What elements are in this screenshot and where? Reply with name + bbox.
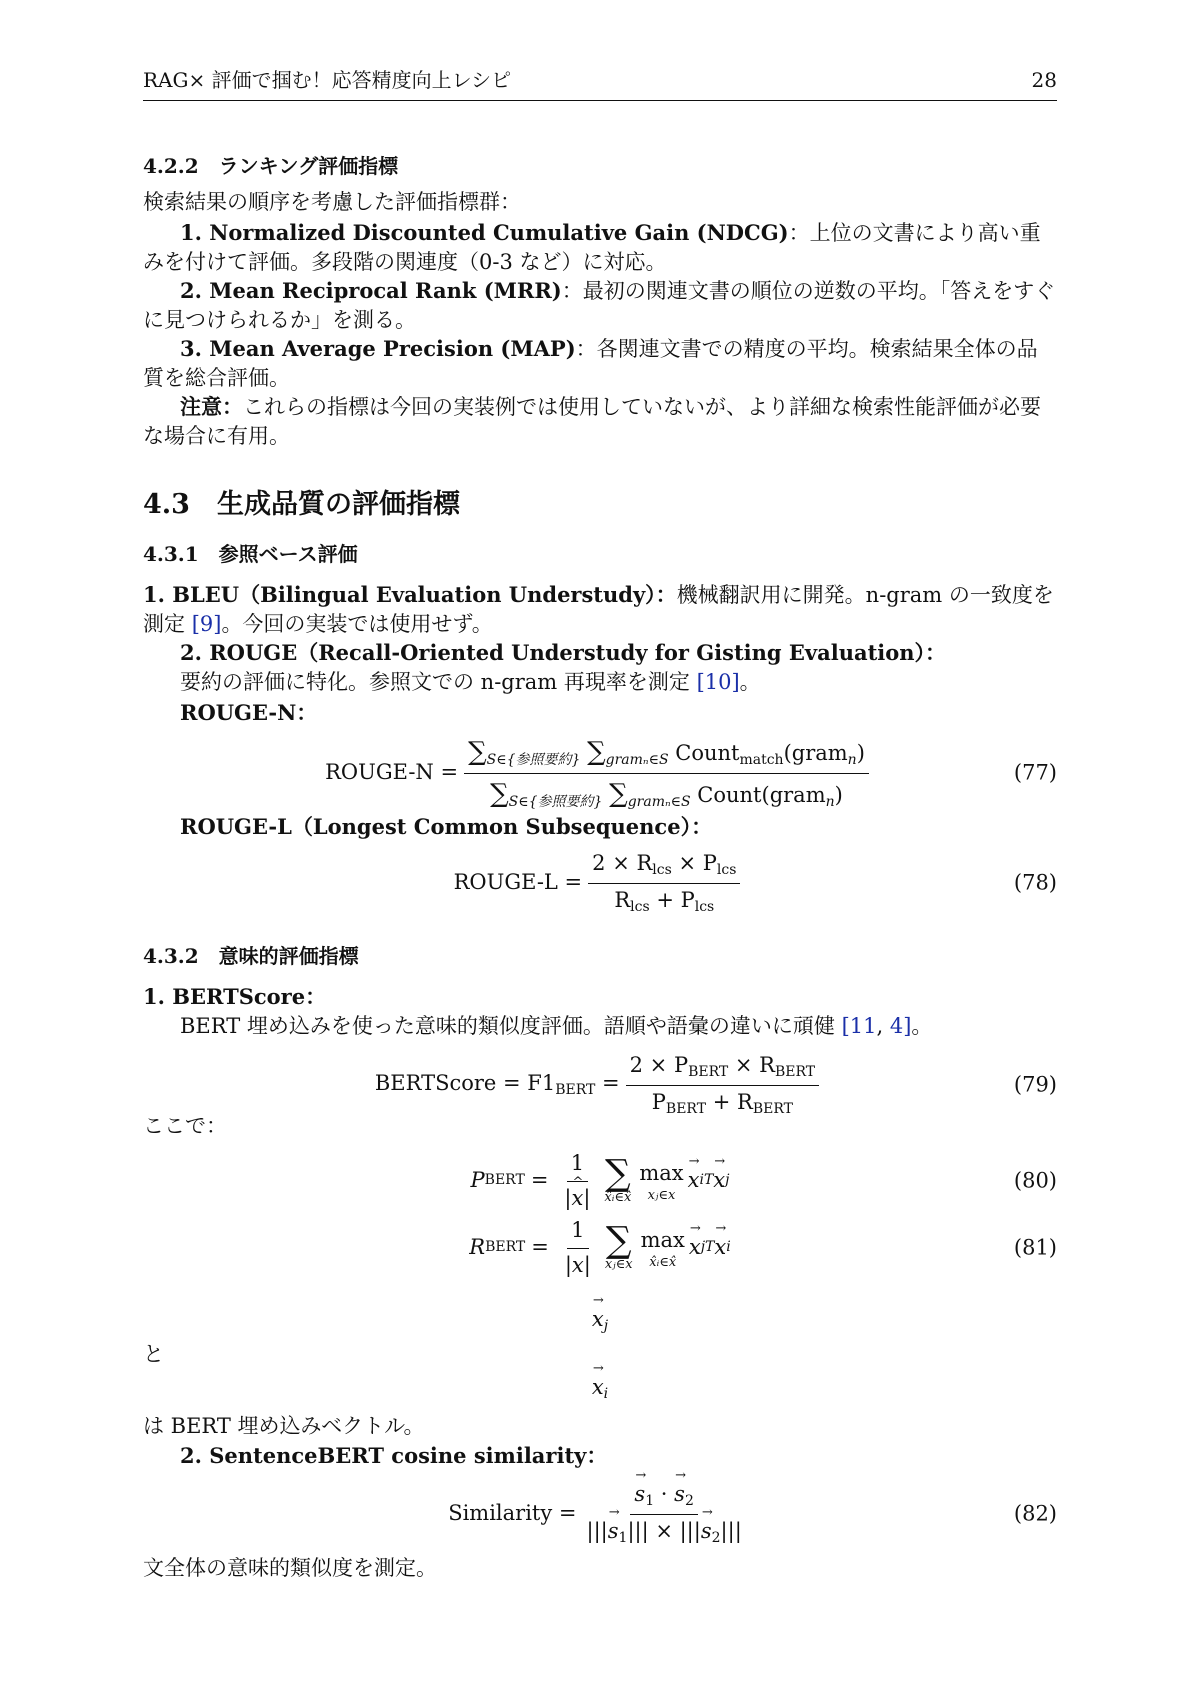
eq80-j-sub: j (725, 1172, 730, 1189)
eq79-fraction (626, 1051, 819, 1119)
eq82-s1-sub: 1 (645, 1492, 655, 1509)
eq82-fraction (583, 1480, 746, 1548)
equation-number-78: (78) (1013, 870, 1057, 895)
bleu-paragraph (143, 580, 1057, 639)
equation-82 (143, 1478, 1057, 1550)
eq79-num-b: × R (728, 1052, 775, 1077)
eq77-den-count: Count(gram (697, 782, 826, 807)
eq81-max (641, 1226, 685, 1269)
eq80-lhs-sub: BERT (484, 1172, 525, 1189)
equation-77 (143, 733, 1057, 813)
running-title: RAG× 評価で掴む！応答精度向上レシピ (143, 68, 512, 92)
bleu-desc-b: 。今回の実装では使用せず。 (221, 612, 493, 636)
citation-11[interactable]: [11 (841, 1014, 877, 1038)
eq80-lhs-p: P (470, 1168, 485, 1193)
section-heading-4-2-2: 4.2.2 ランキング評価指標 (143, 154, 399, 178)
eq79-lhs-text: BERTScore = F1 (374, 1071, 556, 1096)
eq79-den-sub2: BERT (752, 1100, 793, 1117)
eq79-den-sub1: BERT (665, 1100, 707, 1117)
eq79-num-a: 2 × P (629, 1052, 689, 1077)
eq82-norm-mid: ||| × ||| (627, 1518, 701, 1543)
eq79-num-sub1: BERT (688, 1063, 729, 1080)
eq82-den-s1-sub: 1 (618, 1529, 628, 1546)
equation-number-81: (81) (1013, 1235, 1057, 1260)
list-item-mrr (143, 276, 1057, 335)
eq80-max-limit: xⱼ∈x (647, 1187, 676, 1203)
mrr-desc: ：最初の関連文書の順位の逆数の平均。「答えをすぐに見つけられるか」を測る。 (143, 279, 1056, 332)
eq77-match-sub: match (739, 751, 784, 768)
eq81-den: |x| (564, 1252, 591, 1277)
eq80-fraction (560, 1149, 594, 1213)
eq77-numerator: $\sum_{S\in\{参照要約\}}$ $\sum_{gram_n\in S}$ Count$_{match}$(gram$_n$) (464, 734, 869, 774)
eq81-x: x (571, 1252, 584, 1277)
eq81-one: 1 (567, 1216, 588, 1248)
map-term: 3. Mean Average Precision (MAP) (180, 336, 576, 361)
eq77-fraction (464, 734, 869, 812)
sentencebert-term: 2. SentenceBERT cosine similarity： (180, 1443, 608, 1468)
rouge-term: 2. ROUGE（Recall-Oriented Understudy for Gisting Evaluation）： (180, 640, 947, 665)
eq79-numerator (626, 1051, 819, 1086)
bertscore-term: 1. BERTScore： (143, 984, 327, 1009)
eq80-max (639, 1159, 683, 1202)
eq80-equals: = (530, 1168, 549, 1193)
eq81-xhat-i: → x (714, 1233, 726, 1262)
eq79-lhs (375, 1069, 620, 1101)
eq82-den-s1: → s (608, 1517, 619, 1546)
list-item-ndcg (143, 218, 1057, 277)
page-number: 28 (1031, 68, 1057, 92)
equation-80 (143, 1143, 1057, 1219)
eq81-sum: ∑ xⱼ∈x (604, 1220, 633, 1272)
rouge-n-label (143, 698, 1094, 728)
eq77-close: ) (856, 740, 865, 765)
eq81-max-text: max (640, 1228, 685, 1253)
eq78-fraction (588, 849, 740, 917)
eq82-numerator (630, 1480, 697, 1515)
equation-number-80: (80) (1013, 1168, 1057, 1193)
equation-79 (143, 1050, 1057, 1120)
eq78-num-b: × P (671, 850, 717, 875)
eq81-j-sub: j (700, 1239, 706, 1256)
eq79-den-p: P (651, 1089, 666, 1114)
eq77-count: Count (675, 740, 740, 765)
citation-sep: , (876, 1014, 890, 1038)
eq82-norm-open-1: ||| (586, 1518, 608, 1543)
eq77-num-sum1-limit: S∈{参照要約} (486, 751, 581, 768)
eq80-sum-limit: x̂ᵢ∈x̂ (604, 1190, 632, 1205)
eq78-lcs-sub-4: lcs (694, 898, 715, 915)
eq77-gram: (gram (783, 740, 848, 765)
eq78-lcs-sub-3: lcs (630, 898, 650, 915)
eq82-den-s2: → s (701, 1517, 712, 1546)
citation-9[interactable]: [9] (191, 612, 222, 636)
running-header (143, 66, 1057, 101)
eq81-sum-limit: xⱼ∈x (604, 1257, 633, 1272)
vec-x-j: → x (592, 1305, 604, 1334)
citation-10[interactable]: [10] (696, 670, 740, 694)
eq77-den-close: ) (834, 782, 843, 807)
eq77-den-sum2-limit: gramₙ∈S (627, 793, 691, 810)
rouge-desc-b: 。 (739, 670, 761, 694)
eq80-i-sub: i (699, 1172, 704, 1189)
eq77-lhs: ROUGE-N = (325, 760, 459, 785)
eq79-num-sub2: BERT (774, 1063, 816, 1080)
equation-number-82: (82) (1013, 1501, 1057, 1526)
eq79-equals: = (595, 1071, 620, 1096)
eq82-lhs: Similarity = (448, 1501, 577, 1526)
bertscore-desc-line (143, 1012, 932, 1041)
equation-number-79: (79) (1013, 1072, 1057, 1097)
eq81-x-j: → x (689, 1233, 701, 1262)
eq82-s1: → s (634, 1480, 645, 1509)
eq78-lcs-sub-1: lcs (652, 861, 672, 878)
equation-number-77: (77) (1013, 760, 1057, 785)
mrr-term: 2. Mean Reciprocal Rank (MRR) (180, 278, 562, 303)
eq82-s2-sub: 2 (684, 1492, 694, 1509)
display-vector-xj (143, 1305, 1057, 1337)
eq77-den-sum1-limit: S∈{参照要約} (508, 793, 603, 810)
section-heading-4-3-2: 4.3.2 意味的評価指標 (143, 944, 359, 968)
eq81-lhs-r: R (469, 1235, 486, 1260)
list-item-map (143, 334, 1057, 393)
eq82-s2: → s (674, 1480, 685, 1509)
eq77-num-sum2-limit: gramₙ∈S (605, 751, 669, 768)
ndcg-desc: ：上位の文書により高い重みを付けて評価。多段階の関連度（0-3 など）に対応。 (143, 221, 1041, 274)
eq78-den-p: + P (649, 887, 695, 912)
vec-xhat-i: → x (592, 1373, 604, 1402)
rouge-desc-a: 要約の評価に特化。参照文での n-gram 再現率を測定 (180, 670, 697, 694)
note-text: これらの指標は今回の実装例では使用していないが、より詳細な検索性能評価が必要な場合に有用。 (143, 395, 1041, 448)
bertscore-desc-b: 。 (911, 1014, 933, 1038)
rouge-paragraph (143, 638, 1094, 697)
and-label: と (143, 1342, 164, 1366)
rouge-l-label (143, 812, 1094, 842)
equation-81 (143, 1210, 1057, 1286)
vec-xhat-i-sub: i (603, 1386, 609, 1402)
eq80-den: |x ^| (560, 1182, 594, 1213)
eq81-T-sup: T (705, 1239, 715, 1256)
bleu-desc-a: 機械翻訳用に開発。n-gram の一致度を測定 (143, 583, 1054, 636)
display-vector-xhat-i (143, 1373, 1057, 1405)
equation-78 (143, 848, 1057, 918)
eq80-xhat: x ^ (572, 1184, 584, 1213)
citation-4[interactable]: 4] (889, 1014, 912, 1038)
where-label: ここで： (143, 1114, 227, 1138)
section-heading-4-3: 4.3 生成品質の評価指標 (143, 489, 460, 520)
eq81-equals: = (531, 1235, 549, 1260)
eq77-den-n-sub: n (825, 793, 835, 810)
eq79-den-r: + R (706, 1089, 753, 1114)
paragraph-ranking-intro: 検索結果の順序を考慮した評価指標群： (143, 190, 521, 214)
eq78-den-r: R (614, 887, 631, 912)
ndcg-term: 1. Normalized Discounted Cumulative Gain (NDCG) (180, 220, 789, 245)
closing-paragraph: 文全体の意味的類似度を測定。 (143, 1556, 437, 1580)
bertscore-paragraph (143, 982, 1057, 1041)
bleu-term: 1. BLEU（Bilingual Evaluation Understudy）： (143, 582, 677, 607)
eq80-one: 1 (567, 1149, 588, 1181)
note-paragraph (143, 392, 1057, 451)
eq81-fraction (561, 1216, 595, 1280)
eq80-T-sup: T (703, 1172, 714, 1189)
eq80-sum: ∑ x̂ᵢ∈x̂ (604, 1153, 632, 1205)
eq81-lhs-sub: BERT (485, 1239, 526, 1256)
eq82-denominator (583, 1515, 746, 1549)
eq80-max-text: max (639, 1161, 684, 1186)
eq82-norm-close: ||| (720, 1518, 742, 1543)
vec-x-j-sub: j (603, 1318, 609, 1334)
map-desc: ：各関連文書での精度の平均。検索結果全体の品質を総合評価。 (143, 337, 1038, 390)
eq78-lcs-sub-2: lcs (716, 861, 737, 878)
rouge-l-label-text: ROUGE-L（Longest Common Subsequence）： (180, 814, 713, 839)
rouge-n-label-text: ROUGE-N： (180, 700, 318, 725)
eq79-bert-sub: BERT (555, 1082, 596, 1099)
eq78-num-a: 2 × R (592, 850, 653, 875)
vector-description: は BERT 埋め込みベクトル。 (143, 1414, 425, 1438)
eq78-denominator (610, 884, 718, 918)
eq77-denominator: $\sum_{S\in\{参照要約\}}$ $\sum_{gram_n\in S}$ Count(gram$_n$) (490, 778, 843, 810)
eq78-numerator (588, 849, 740, 884)
eq78-lhs: ROUGE-L = (453, 870, 583, 895)
eq80-xhat-i: → x (688, 1166, 700, 1195)
sentencebert-label (143, 1441, 1094, 1471)
bertscore-desc-a: BERT 埋め込みを使った意味的類似度評価。語順や語彙の違いに頑健 (180, 1014, 842, 1038)
eq81-max-limit: x̂ᵢ∈x̂ (649, 1254, 677, 1270)
section-heading-4-3-1: 4.3.1 参照ベース評価 (143, 542, 358, 566)
eq82-den-s2-sub: 2 (711, 1529, 721, 1546)
note-label: 注意： (180, 394, 243, 419)
eq81-i-sub: i (726, 1239, 731, 1256)
eq77-n-sub: n (847, 751, 857, 768)
eq82-dot: · (654, 1481, 675, 1506)
eq80-x-j: → x (713, 1166, 725, 1195)
